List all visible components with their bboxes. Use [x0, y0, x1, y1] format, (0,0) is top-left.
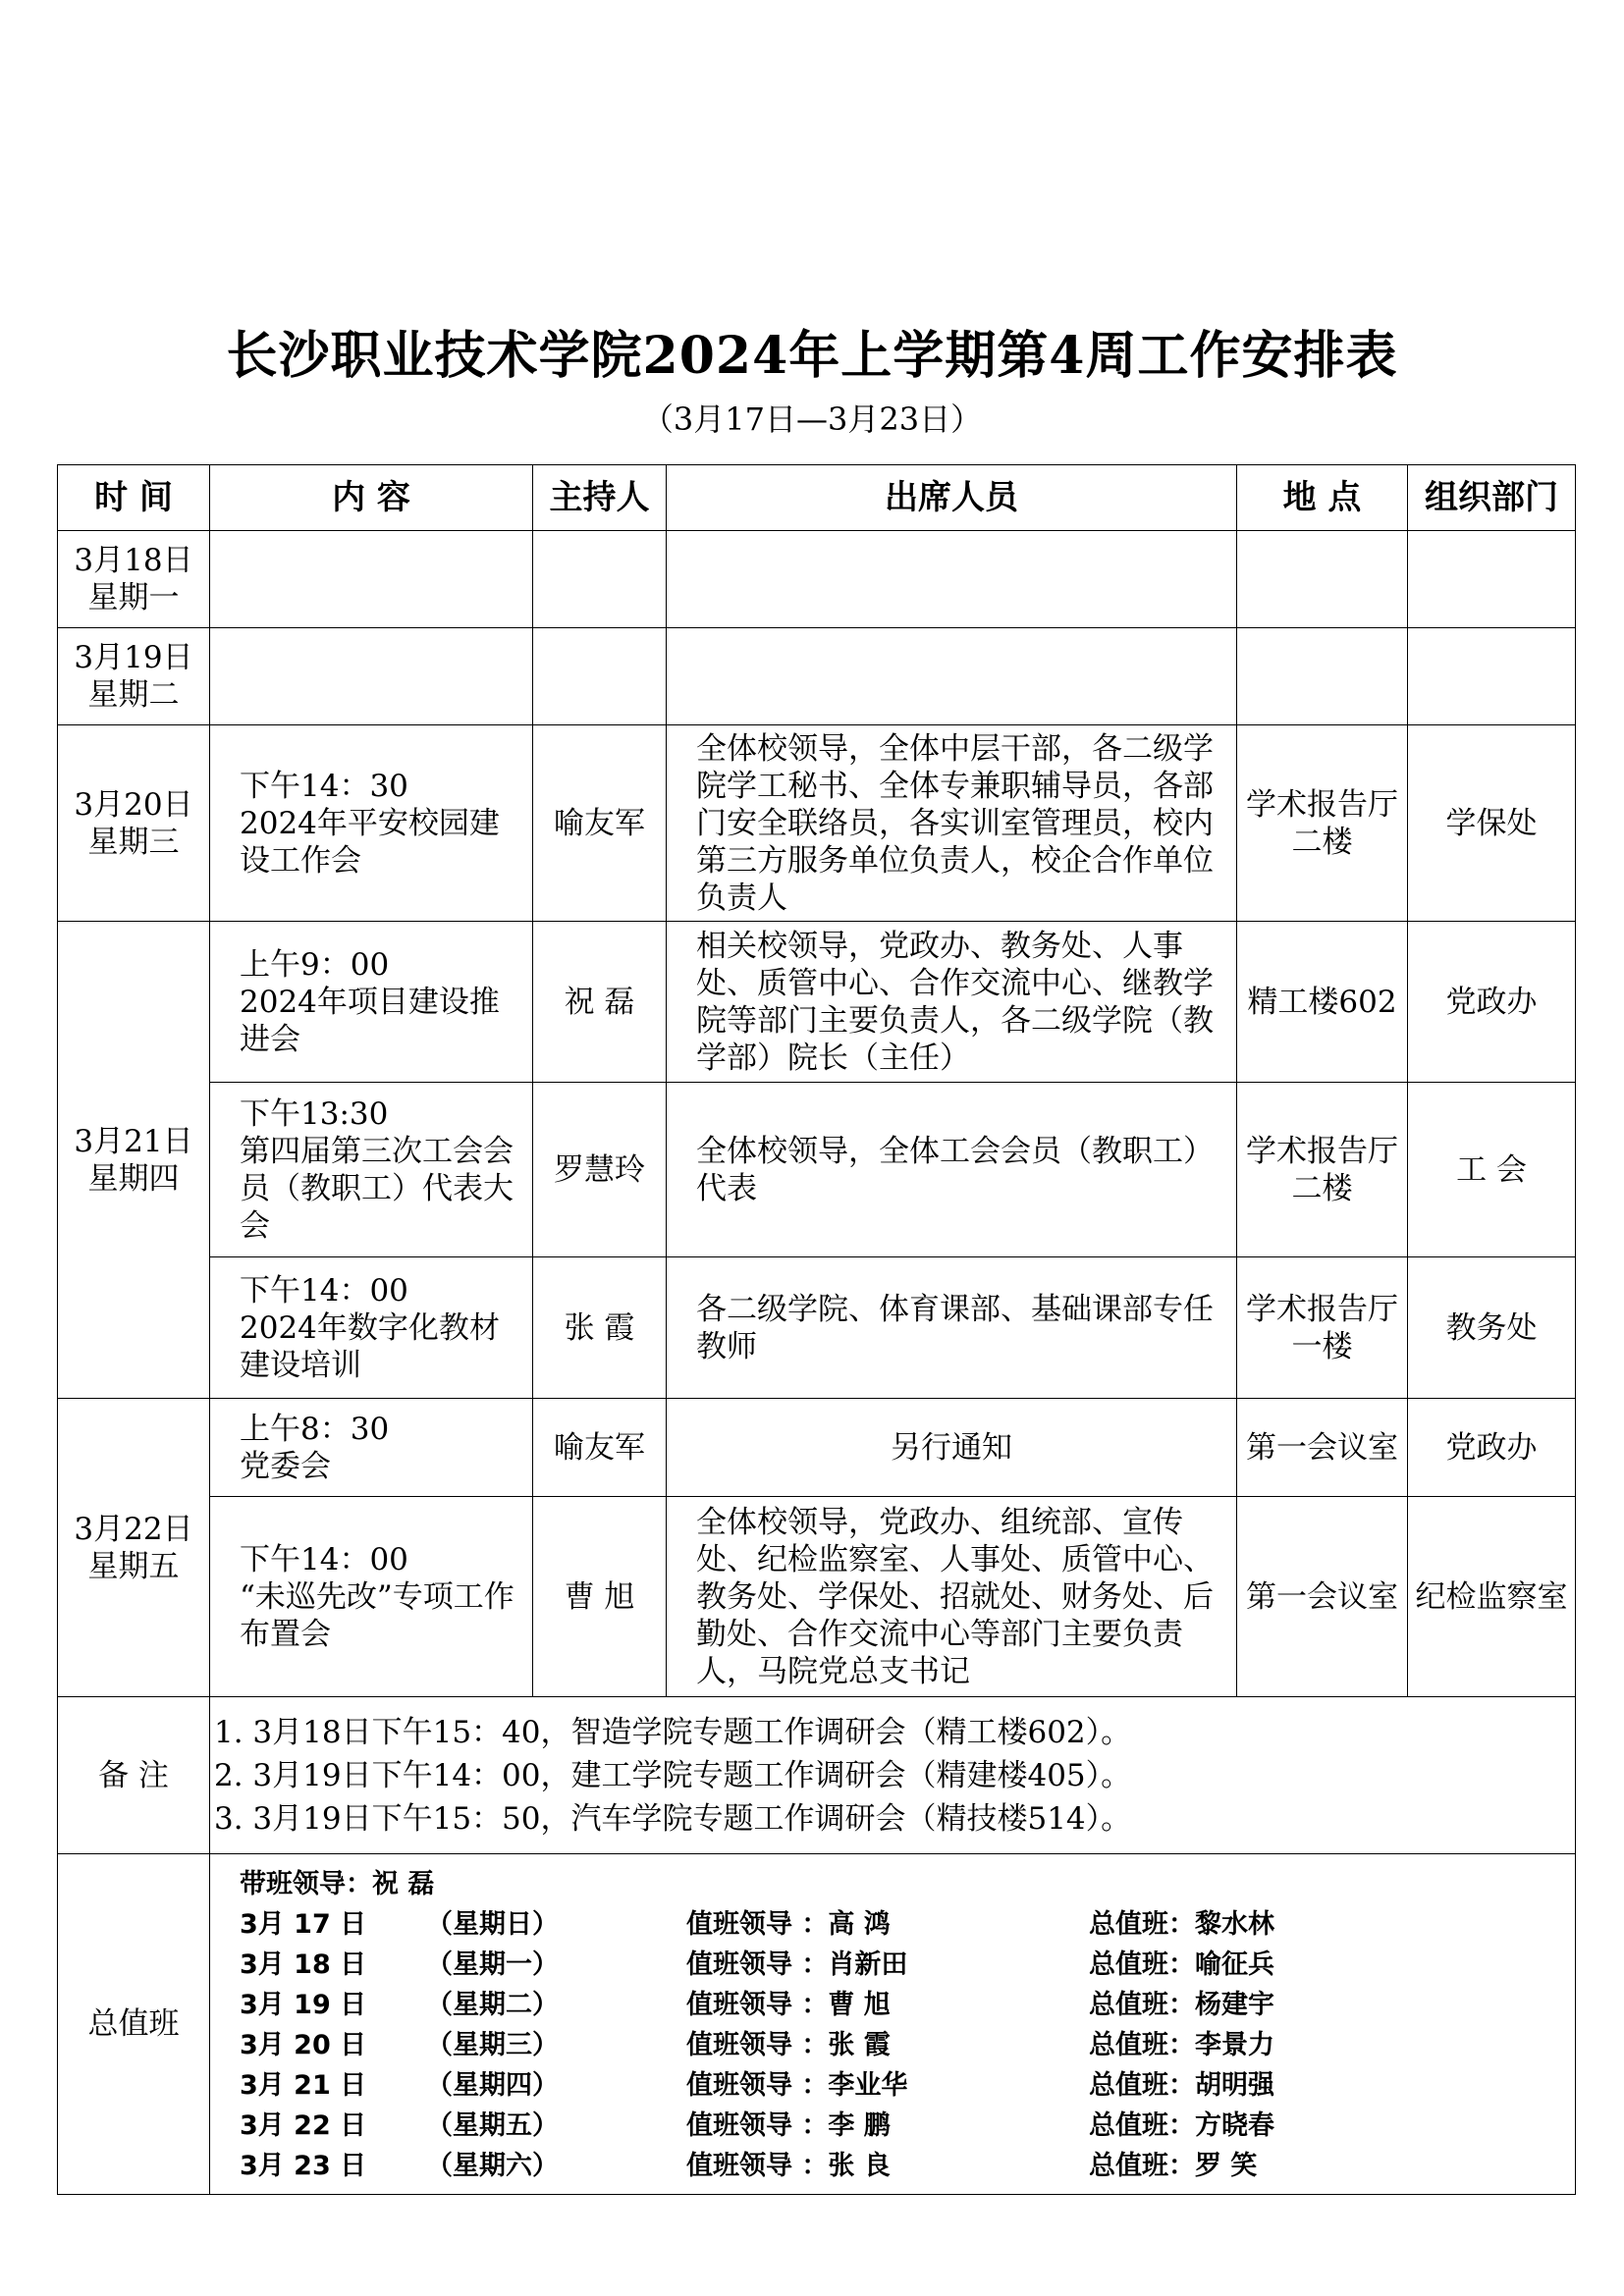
duty-date: 3月 23 日 — [240, 2151, 367, 2181]
event-host: 张 霞 — [533, 1257, 667, 1399]
event-time: 下午14：00 — [240, 1272, 408, 1308]
event-content — [210, 1399, 533, 1497]
date-range-subtitle: （3月17日—3月23日） — [641, 400, 983, 438]
duty-chief: 总值班：杨建宇 — [1089, 1990, 1274, 2020]
event-host: 喻友军 — [533, 725, 667, 922]
duty-weekday: （星期五） — [426, 2110, 559, 2141]
day-weekday: 星期一 — [87, 580, 180, 615]
event-content — [210, 725, 533, 922]
duty-date: 3月 17 日 — [240, 1909, 367, 1940]
table-row — [58, 628, 1576, 725]
event-title: 2024年数字化教材建设培训 — [240, 1309, 500, 1383]
header-content: 内 容 — [210, 465, 533, 531]
notes-row — [58, 1697, 1576, 1854]
notes-list — [210, 1697, 1576, 1854]
duty-roster-row — [210, 1985, 1575, 2025]
event-org: 学保处 — [1408, 725, 1576, 922]
event-org: 党政办 — [1408, 922, 1576, 1083]
day-date: 3月20日 — [74, 786, 193, 823]
duty-roster-row — [210, 2106, 1575, 2146]
duty-roster-row — [210, 1904, 1575, 1945]
duty-leader: 值班领导 ：肖新田 — [686, 1949, 908, 1980]
duty-date: 3月 22 日 — [240, 2110, 367, 2141]
duty-chief: 总值班：李景力 — [1089, 2030, 1274, 2060]
event-org: 纪检监察室 — [1408, 1497, 1576, 1697]
event-org: 党政办 — [1408, 1399, 1576, 1497]
header-org: 组织部门 — [1408, 465, 1576, 531]
table-row — [58, 1257, 1576, 1399]
table-row — [58, 922, 1576, 1083]
event-attendees: 各二级学院、体育课部、基础课部专任教师 — [667, 1257, 1237, 1399]
day-cell — [58, 922, 210, 1399]
duty-date: 3月 20 日 — [240, 2030, 367, 2060]
event-attendees: 相关校领导，党政办、教务处、人事处、质管中心、合作交流中心、继教学院等部门主要负责人，各二级学院（教学部）院长（主任） — [667, 922, 1237, 1083]
event-content — [210, 1497, 533, 1697]
note-item: 1. 3月18日下午15：40，智造学院专题工作调研会（精工楼602）。 — [214, 1714, 1132, 1750]
event-host: 罗慧玲 — [533, 1083, 667, 1257]
table-header-row — [58, 465, 1576, 531]
event-time: 下午14：30 — [240, 768, 408, 804]
event-org: 工 会 — [1408, 1083, 1576, 1257]
duty-roster — [210, 1854, 1576, 2195]
event-content — [210, 1083, 533, 1257]
note-item: 2. 3月19日下午14：00，建工学院专题工作调研会（精建楼405）。 — [214, 1757, 1132, 1793]
day-date: 3月21日 — [74, 1123, 193, 1159]
event-content — [210, 1257, 533, 1399]
event-attendees: 全体校领导，全体中层干部，各二级学院学工秘书、全体专兼职辅导员，各部门安全联络员，各实训室管理员，校内第三方服务单位负责人，校企合作单位负责人 — [667, 725, 1237, 922]
duty-date: 3月 19 日 — [240, 1990, 367, 2020]
day-date: 3月19日 — [74, 640, 193, 675]
duty-leader-line — [210, 1864, 1575, 1904]
event-time: 上午9：00 — [240, 946, 390, 983]
event-time: 上午8：30 — [240, 1411, 390, 1447]
duty-roster-row — [210, 2146, 1575, 2186]
event-location: 第一会议室 — [1237, 1497, 1408, 1697]
note-item: 3. 3月19日下午15：50，汽车学院专题工作调研会（精技楼514）。 — [214, 1800, 1132, 1837]
duty-chief: 总值班：罗 笑 — [1089, 2151, 1258, 2181]
event-attendees: 另行通知 — [667, 1399, 1237, 1497]
day-weekday: 星期三 — [87, 824, 180, 860]
header-location: 地 点 — [1237, 465, 1408, 531]
event-host: 曹 旭 — [533, 1497, 667, 1697]
event-location: 精工楼602 — [1237, 922, 1408, 1083]
duty-label: 总值班 — [58, 1854, 210, 2195]
event-host: 祝 磊 — [533, 922, 667, 1083]
day-cell — [58, 531, 210, 628]
header-time: 时 间 — [58, 465, 210, 531]
day-date: 3月22日 — [74, 1511, 193, 1547]
duty-row — [58, 1854, 1576, 2195]
duty-leader: 值班领导 ：张 霞 — [686, 2030, 891, 2060]
table-row — [58, 531, 1576, 628]
event-attendees: 全体校领导，全体工会会员（教职工）代表 — [667, 1083, 1237, 1257]
duty-weekday: （星期一） — [426, 1949, 559, 1980]
table-row — [58, 1399, 1576, 1497]
event-time: 下午14：00 — [240, 1541, 408, 1577]
event-location: 学术报告厅二楼 — [1237, 1083, 1408, 1257]
table-row — [58, 725, 1576, 922]
duty-weekday: （星期日） — [426, 1909, 559, 1940]
day-cell — [58, 725, 210, 922]
page-title: 长沙职业技术学院2024年上学期第4周工作安排表 — [226, 326, 1398, 386]
table-row — [58, 1497, 1576, 1697]
duty-weekday: （星期三） — [426, 2030, 559, 2060]
duty-chief: 总值班：胡明强 — [1089, 2070, 1274, 2101]
notes-label: 备 注 — [58, 1697, 210, 1854]
day-cell — [58, 1399, 210, 1697]
day-weekday: 星期二 — [87, 677, 180, 713]
duty-leader: 值班领导 ：李 鹏 — [686, 2110, 891, 2141]
duty-leader: 值班领导 ：张 良 — [686, 2151, 891, 2181]
day-weekday: 星期四 — [87, 1160, 180, 1197]
duty-leader-label: 带班领导： — [240, 1869, 372, 1899]
day-weekday: 星期五 — [87, 1548, 180, 1584]
duty-chief: 总值班：方晓春 — [1089, 2110, 1274, 2141]
duty-leader: 值班领导 ：曹 旭 — [686, 1990, 891, 2020]
day-date: 3月18日 — [74, 543, 193, 578]
event-time: 下午13:30 — [240, 1095, 389, 1132]
table-row — [58, 1083, 1576, 1257]
event-title: “未巡先改”专项工作布置会 — [240, 1578, 514, 1652]
event-host: 喻友军 — [533, 1399, 667, 1497]
duty-leader: 值班领导 ：李业华 — [686, 2070, 908, 2101]
duty-leader-name: 祝 磊 — [372, 1869, 435, 1899]
duty-chief: 总值班：黎水林 — [1089, 1909, 1274, 1940]
duty-weekday: （星期四） — [426, 2070, 559, 2101]
duty-roster-row — [210, 2025, 1575, 2065]
event-org: 教务处 — [1408, 1257, 1576, 1399]
schedule-table — [57, 464, 1576, 2195]
event-title: 2024年项目建设推进会 — [240, 984, 500, 1057]
duty-weekday: （星期六） — [426, 2151, 559, 2181]
event-title: 第四届第三次工会会员（教职工）代表大会 — [240, 1133, 514, 1244]
duty-roster-row — [210, 1945, 1575, 1985]
event-location: 学术报告厅一楼 — [1237, 1257, 1408, 1399]
duty-roster-row — [210, 2065, 1575, 2106]
duty-chief: 总值班：喻征兵 — [1089, 1949, 1274, 1980]
event-title: 党委会 — [240, 1448, 331, 1484]
event-location: 学术报告厅二楼 — [1237, 725, 1408, 922]
duty-date: 3月 21 日 — [240, 2070, 367, 2101]
duty-leader: 值班领导 ：高 鸿 — [686, 1909, 891, 1940]
event-attendees: 全体校领导，党政办、组统部、宣传处、纪检监察室、人事处、质管中心、教务处、学保处、招就处、财务处、后勤处、合作交流中心等部门主要负责人，马院党总支书记 — [667, 1497, 1237, 1697]
duty-date: 3月 18 日 — [240, 1949, 367, 1980]
header-host: 主持人 — [533, 465, 667, 531]
event-title: 2024年平安校园建设工作会 — [240, 805, 500, 879]
event-location: 第一会议室 — [1237, 1399, 1408, 1497]
day-cell — [58, 628, 210, 725]
event-content — [210, 922, 533, 1083]
header-attendees: 出席人员 — [667, 465, 1237, 531]
duty-weekday: （星期二） — [426, 1990, 559, 2020]
